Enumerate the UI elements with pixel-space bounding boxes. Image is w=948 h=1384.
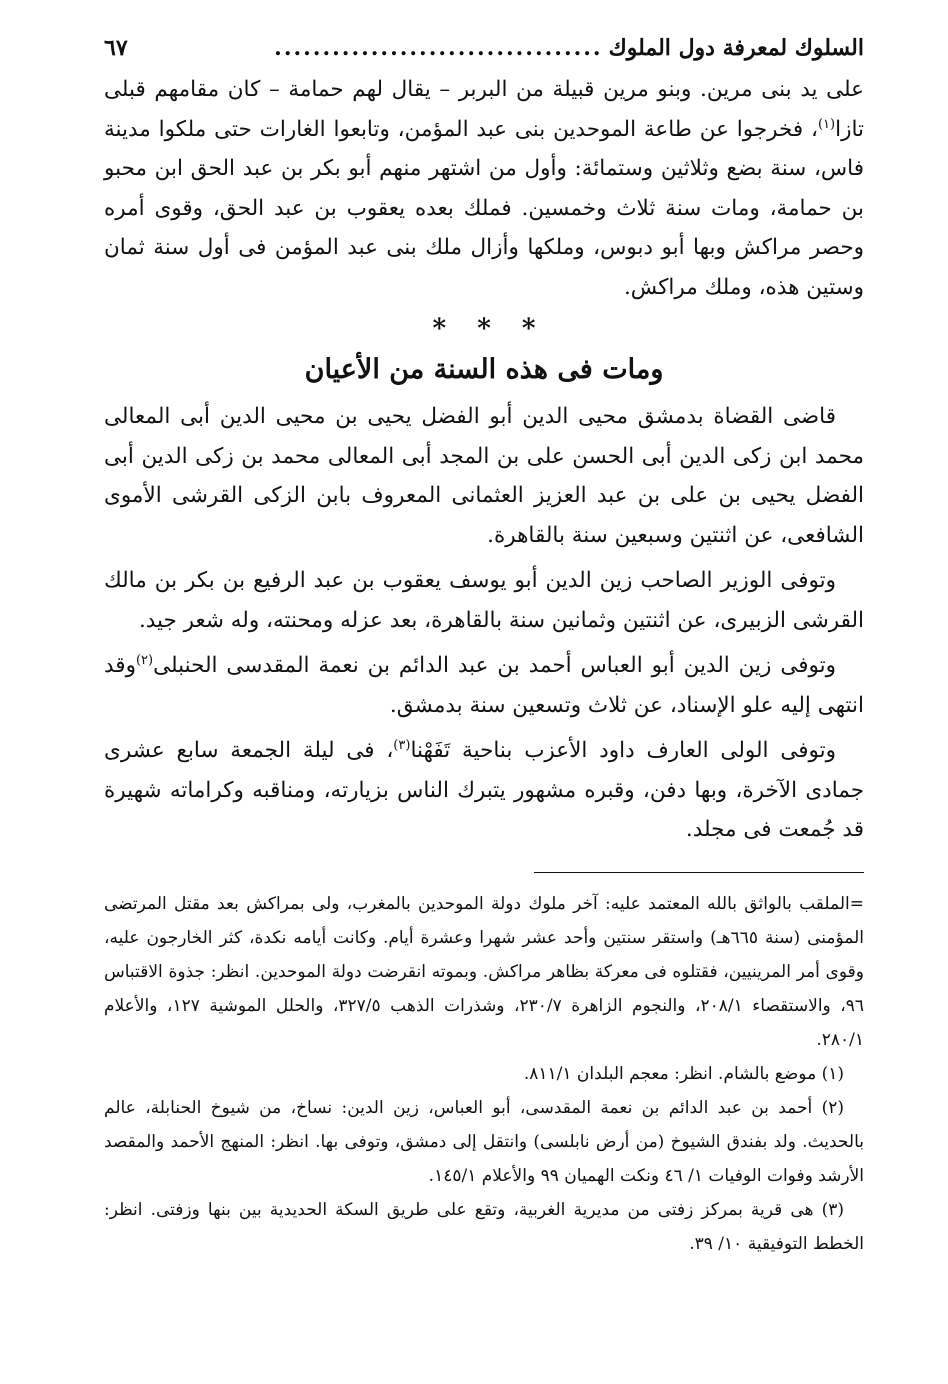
header-leader-dots: .................................. [274, 35, 603, 61]
main-text [104, 70, 864, 850]
footnote-ref-2[interactable]: (٢) [135, 652, 154, 668]
footnote-ref-3[interactable]: (٣) [393, 737, 411, 753]
footnotes [104, 887, 864, 1261]
section-heading: ومات فى هذه السنة من الأعيان [304, 354, 664, 385]
opening-paragraph: على يد بنى مرين. وبنو مرين قبيلة من البربر – يقال لهم حمامة – كان مقامهم قبلى تازا$^{(١)}$، فخرجوا عن طاعة الموحدين بنى عبد المؤمن، وتابعوا الغارات حتى ملكوا مدينة فاس، سنة بضع وثلاثين وستمائة: وأول من اشتهر منهم أبو بكر بن عبد الحق ابن محبو بن حمامة، ومات سنة ثلاث وخمسين. فملك بعده يعقوب بن عبد الحق، وقوى أمره وحصر مراكش وبها أبو دبوس، وملكها وأزال ملك بنى عبد المؤمن فى أول سنة ثمان وستين هذه، وملك مراكش. [104, 77, 864, 300]
obituary-entry: وتوفى زين الدين أبو العباس أحمد بن عبد الدائم بن نعمة المقدسى الحنبلى$^{(٢)}$وقد انتهى إليه علو الإسناد، عن ثلاث وتسعين سنة بدمشق. [104, 652, 864, 718]
obituary-entry: وتوفى الولى العارف داود الأعزب بناحية تَفَهْنا$^{(٣)}$، فى ليلة الجمعة سابع عشرى جمادى الآخرة، وبها دفن، وقبره مشهور يتبرك الناس بزيارته، ومناقبه وكراماته شهيرة قد جُمعت فى مجلد. [104, 737, 864, 842]
section-separator-stars: * * * [432, 314, 536, 344]
footnote-continuation: =الملقب بالواثق بالله المعتمد عليه: آخر ملوك دولة الموحدين بالمغرب، ولى بمراكش بعد مقتل المرتضى المؤمنى (سنة ٦٦٥هـ) واستقر سنتين وأحد عشر شهرا وعشرة أيام. وكانت أيامه نكدة، كثر الخارجون عليه، وقوى أمر المرينيين، فقتلوه فى معركة بظاهر مراكش. وبموته انقرضت دولة الموحدين. انظر: جذوة الاقتباس ٩٦، والاستقصاء ٢٠٨/١، والنجوم الزاهرة ٢٣٠/٧، وشذرات الذهب ٣٢٧/٥، والحلل الموشية ١٢٧، والأعلام ٢٨٠/١. [104, 893, 865, 1050]
page-number: ٦٧ [104, 35, 128, 61]
footnote-1: (١) موضع بالشام. انظر: معجم البلدان ٨١١/١. [523, 1063, 844, 1084]
footnote-divider [534, 872, 864, 873]
footnote-ref-1[interactable]: (١) [817, 116, 836, 132]
running-header [104, 30, 864, 70]
footnote-3: (٣) هى قرية بمركز زفتى من مديرية الغربية، وتقع على طريق السكة الحديدية بين بنها وزفتى. انظر: الخطط التوفيقية ١٠/ ٣٩. [104, 1199, 864, 1254]
footnote-2: (٢) أحمد بن عبد الدائم بن نعمة المقدسى، أبو العباس، زين الدين: نساخ، من شيوخ الحنابلة، عالم بالحديث. ولد بفندق الشيوخ (من أرض نابلسى) وانتقل إلى دمشق، وتوفى بها. انظر: المنهج الأحمد والمقصد الأرشد وفوات الوفيات ١/ ٤٦ ونكت الهميان ٩٩ والأعلام ١٤٥/١. [104, 1097, 864, 1186]
obituary-entry: وتوفى الوزير الصاحب زين الدين أبو يوسف يعقوب بن عبد الرفيع بن بكر بن مالك القرشى الزبيرى، عن اثنتين وثمانين سنة بالقاهرة، بعد عزله ومحنته، وله شعر جيد. [104, 568, 864, 633]
obituary-entry: قاضى القضاة بدمشق محيى الدين أبو الفضل يحيى بن محيى الدين أبى المعالى محمد ابن زكى الدين أبى الحسن على بن المجد أبى المعالى محمد بن زكى الدين أبى الفضل يحيى بن على بن عبد العزيز العثمانى المعروف بابن الزكى القرشى الأموى الشافعى، عن اثنتين وسبعين سنة بالقاهرة. [104, 404, 864, 548]
header-title: السلوك لمعرفة دول الملوك [608, 35, 864, 61]
